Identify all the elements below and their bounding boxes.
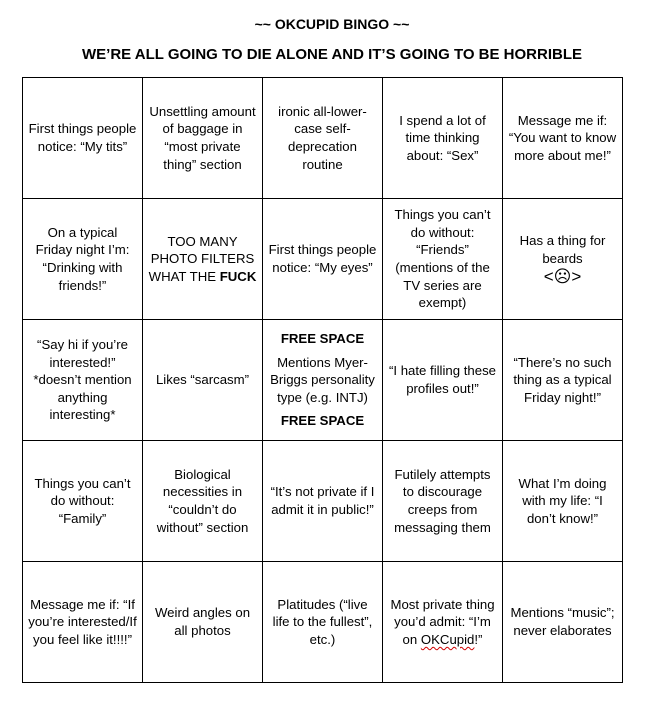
bingo-cell: Platitudes (“live life to the fullest”, etc.) [263, 562, 383, 683]
bingo-cell: Message me if: “You want to know more about me!” [503, 78, 623, 199]
spellcheck-word: OKCupid [420, 631, 475, 647]
page-title: ~~ OKCUPID BINGO ~~ [254, 16, 410, 32]
bingo-cell: “It’s not private if I admit it in public!” [263, 441, 383, 562]
bingo-cell: “There’s no such thing as a typical Friday night!” [503, 320, 623, 441]
free-space-label-bottom: FREE SPACE [280, 413, 365, 429]
bingo-row [23, 320, 623, 441]
bingo-cell: Mentions “music”; never elaborates [503, 562, 623, 683]
bingo-cell: “Say hi if you’re interested!” *doesn’t mention anything interesting* [23, 320, 143, 441]
bingo-grid [22, 77, 623, 683]
bingo-cell: Futilely attempts to discourage creeps from messaging them [383, 441, 503, 562]
free-space-label-top: FREE SPACE [280, 331, 365, 347]
bingo-cell: “I hate filling these profiles out!” [383, 320, 503, 441]
bingo-row [23, 441, 623, 562]
bingo-row [23, 562, 623, 683]
bingo-cell: Message me if: “If you’re interested/If you feel like it!!!!” [23, 562, 143, 683]
bingo-cell: Weird angles on all photos [143, 562, 263, 683]
bingo-cell: First things people notice: “My eyes” [263, 199, 383, 320]
bingo-cell: On a typical Friday night I’m: “Drinking with friends!” [23, 199, 143, 320]
cell-text: Has a thing for beards [519, 233, 606, 266]
free-space-cell [263, 320, 383, 441]
frown-face-icon: <☹> [543, 266, 582, 286]
bingo-cell: What I’m doing with my life: “I don’t know!” [503, 441, 623, 562]
bingo-cell: Likes “sarcasm” [143, 320, 263, 441]
bingo-cell: First things people notice: “My tits” [23, 78, 143, 199]
bingo-cell: Things you can’t do without: “Friends” (mentions of the TV series are exempt) [383, 199, 503, 320]
bingo-cell: Biological necessities in “couldn’t do without” section [143, 441, 263, 562]
bingo-cell: I spend a lot of time thinking about: “Sex” [383, 78, 503, 199]
bingo-cell [383, 562, 503, 683]
bingo-cell: Unsettling amount of baggage in “most private thing” section [143, 78, 263, 199]
page-subtitle: WE’RE ALL GOING TO DIE ALONE AND IT’S GOING TO BE HORRIBLE [81, 46, 583, 63]
bingo-row [23, 78, 623, 199]
bingo-row [23, 199, 623, 320]
cell-text: Mentions Myer-Briggs personality type (e.g. INTJ) [270, 354, 375, 405]
cell-text: TOO MANY PHOTO FILTERS WHAT THE [148, 233, 255, 284]
cell-text: !” [474, 631, 483, 647]
bingo-cell [503, 199, 623, 320]
bingo-cell [143, 199, 263, 320]
bingo-cell: ironic all-lower-case self-deprecation routine [263, 78, 383, 199]
bingo-cell: Things you can’t do without: “Family” [23, 441, 143, 562]
cell-text: Most private thing you’d admit: “I’m on [390, 596, 495, 647]
cell-bold-word: FUCK [219, 268, 257, 284]
